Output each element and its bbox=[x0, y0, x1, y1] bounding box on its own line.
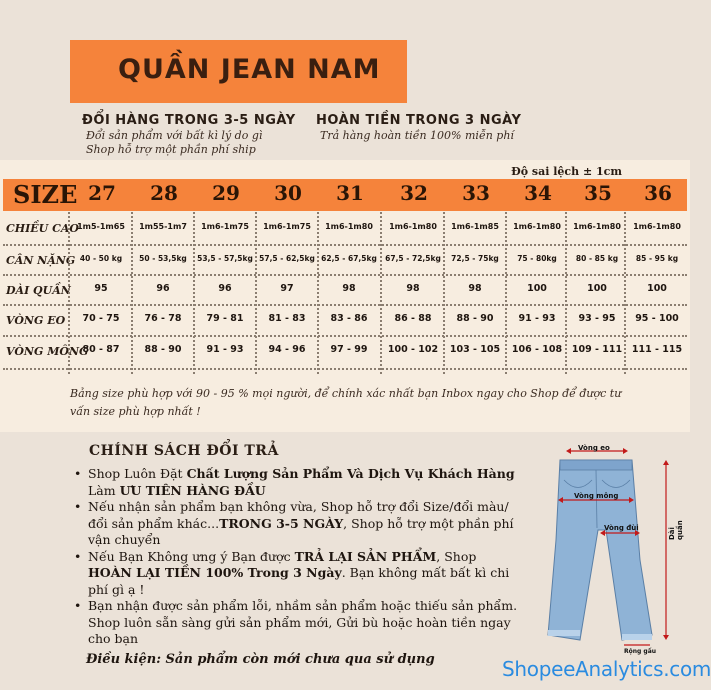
policy-text: , Shop bbox=[436, 548, 477, 564]
column-divider bbox=[255, 212, 257, 374]
row-divider bbox=[3, 368, 687, 370]
jeans-illustration bbox=[540, 440, 690, 660]
table-cell: 1m6-1m80 bbox=[573, 222, 621, 231]
table-cell: 96 bbox=[218, 283, 232, 294]
column-divider bbox=[193, 212, 195, 374]
table-cell: 88 - 90 bbox=[456, 313, 494, 324]
table-cell: 91 - 93 bbox=[518, 313, 556, 324]
column-divider bbox=[624, 212, 626, 374]
policy-bold-text: HOÀN LẠI TIỀN 100% Trong 3 Ngày bbox=[88, 565, 342, 580]
policy-text: Nếu nhận sản phẩm bạn không vừa, Shop hỗ trợ đổi Size/đổi màu/ đổi sản phẩm khác... bbox=[88, 499, 509, 531]
hip-label: Vòng mông bbox=[574, 492, 619, 500]
table-cell: 1m6-1m80 bbox=[325, 222, 373, 231]
table-cell: 50 - 53,5kg bbox=[139, 254, 187, 263]
header-section bbox=[0, 0, 690, 160]
table-cell: 88 - 90 bbox=[144, 344, 182, 355]
row-label: VÒNG EO bbox=[6, 314, 66, 327]
size-header-label: SIZE bbox=[13, 180, 78, 209]
jeans-diagram bbox=[540, 440, 690, 660]
policy-list bbox=[74, 466, 519, 648]
thigh-label: Vòng đùi bbox=[604, 524, 639, 532]
table-cell: 100 bbox=[647, 283, 667, 294]
table-cell: 57,5 - 62,5kg bbox=[259, 254, 315, 263]
table-cell: 98 bbox=[406, 283, 420, 294]
size-header-33: 33 bbox=[462, 181, 490, 205]
policy-condition: Điều kiện: Sản phẩm còn mới chưa qua sử dụng bbox=[86, 652, 435, 667]
column-divider bbox=[443, 212, 445, 374]
size-header-31: 31 bbox=[336, 181, 364, 205]
size-header-32: 32 bbox=[400, 181, 428, 205]
table-cell: 1m6-1m75 bbox=[201, 222, 249, 231]
table-cell: 96 bbox=[156, 283, 170, 294]
table-cell: 109 - 111 bbox=[571, 344, 623, 355]
row-label: CÂN NẶNG bbox=[6, 254, 76, 267]
promo-exchange bbox=[82, 113, 296, 157]
table-cell: 79 - 81 bbox=[206, 313, 244, 324]
table-cell: 98 bbox=[342, 283, 356, 294]
table-row bbox=[0, 246, 690, 276]
table-cell: 76 - 78 bbox=[144, 313, 182, 324]
page-title: QUẦN JEAN NAM bbox=[118, 54, 381, 85]
table-cell: 1m6-1m80 bbox=[389, 222, 437, 231]
table-cell: 111 - 115 bbox=[631, 344, 683, 355]
table-cell: 53,5 - 57,5kg bbox=[197, 254, 253, 263]
promo-exchange-line1: Đổi sản phẩm với bất kì lý do gì bbox=[86, 129, 263, 142]
policy-text: Làm bbox=[88, 482, 120, 498]
size-table-note-line2: vấn size phù hợp nhất ! bbox=[70, 405, 201, 418]
policy-bold-text: TRONG 3-5 NGÀY bbox=[219, 515, 344, 531]
policy-bold-text: Chất Lượng Sản Phẩm Và Dịch Vụ Khách Hàng bbox=[186, 466, 515, 481]
size-header-row bbox=[3, 179, 687, 211]
promo-refund-line1: Trả hàng hoàn tiền 100% miễn phí bbox=[320, 129, 514, 142]
row-divider bbox=[3, 304, 687, 306]
table-cell: 94 - 96 bbox=[268, 344, 306, 355]
table-cell: 80 - 87 bbox=[82, 344, 120, 355]
table-cell: 83 - 86 bbox=[330, 313, 368, 324]
column-divider bbox=[317, 212, 319, 374]
tolerance-note: Độ sai lệch ± 1cm bbox=[511, 165, 622, 178]
policy-bold-text: TRẢ LẠI SẢN PHẨM bbox=[294, 548, 437, 564]
column-divider bbox=[505, 212, 507, 374]
table-cell: 1m6-1m75 bbox=[263, 222, 311, 231]
title-banner bbox=[70, 40, 407, 103]
table-cell: 72,5 - 75kg bbox=[451, 254, 499, 263]
table-cell: 86 - 88 bbox=[394, 313, 432, 324]
policy-text: . Bạn không mất bất kì chi phí gì ạ ! bbox=[88, 565, 510, 597]
column-divider bbox=[380, 212, 382, 374]
row-label: DÀI QUẦN bbox=[6, 284, 71, 297]
size-header-30: 30 bbox=[274, 181, 302, 205]
column-divider bbox=[131, 212, 133, 374]
table-cell: 97 bbox=[280, 283, 294, 294]
waist-label: Vòng eo bbox=[578, 444, 610, 452]
promo-exchange-heading: ĐỔI HÀNG TRONG 3-5 NGÀY bbox=[82, 113, 296, 128]
table-row bbox=[0, 214, 690, 244]
table-cell: 85 - 95 kg bbox=[635, 254, 679, 263]
table-cell: 67,5 - 72,5kg bbox=[385, 254, 441, 263]
row-divider bbox=[3, 274, 687, 276]
size-header-29: 29 bbox=[212, 181, 240, 205]
row-divider bbox=[3, 244, 687, 246]
table-cell: 91 - 93 bbox=[206, 344, 244, 355]
promo-refund-heading: HOÀN TIỀN TRONG 3 NGÀY bbox=[316, 113, 522, 128]
table-cell: 100 - 102 bbox=[387, 344, 439, 355]
table-cell: 95 bbox=[94, 283, 108, 294]
policy-item bbox=[74, 466, 519, 499]
row-divider bbox=[3, 335, 687, 337]
table-cell: 100 bbox=[527, 283, 547, 294]
table-cell: 80 - 85 kg bbox=[575, 254, 619, 263]
table-cell: 1m6-1m85 bbox=[451, 222, 499, 231]
table-row bbox=[0, 337, 690, 367]
column-divider bbox=[565, 212, 567, 374]
table-cell: 75 - 80kg bbox=[517, 254, 557, 263]
table-cell: 103 - 105 bbox=[449, 344, 501, 355]
size-header-35: 35 bbox=[584, 181, 612, 205]
table-cell: 1m6-1m80 bbox=[513, 222, 561, 231]
policy-text: Nếu Bạn Không ưng ý Bạn được bbox=[88, 548, 295, 564]
table-cell: 100 bbox=[587, 283, 607, 294]
policy-item bbox=[74, 499, 519, 549]
size-header-36: 36 bbox=[644, 181, 672, 205]
table-cell: 93 - 95 bbox=[578, 313, 616, 324]
row-label: CHIỀU CAO bbox=[6, 222, 79, 235]
column-divider bbox=[68, 212, 70, 374]
policy-text: Bạn nhận được sản phẩm lỗi, nhầm sản phẩm hoặc thiếu sản phẩm. Shop luôn sẵn sàng gửi sản phẩm mới, Gửi bù hoặc hoàn tiền ngay cho bạn bbox=[88, 598, 518, 646]
table-cell: 40 - 50 kg bbox=[79, 254, 123, 263]
hem-label: Rộng gấu bbox=[624, 648, 657, 655]
promo-exchange-line2: Shop hỗ trợ một phần phí ship bbox=[86, 143, 256, 156]
policy-text: Shop Luôn Đặt bbox=[88, 466, 187, 481]
table-cell: 1m55-1m7 bbox=[139, 222, 187, 231]
policy-text: , Shop hỗ trợ một phần phí vận chuyển bbox=[88, 515, 514, 547]
policy-item bbox=[74, 598, 519, 648]
size-table-note bbox=[70, 385, 630, 421]
table-cell: 95 - 100 bbox=[635, 313, 679, 324]
table-cell: 97 - 99 bbox=[330, 344, 368, 355]
table-cell: 81 - 83 bbox=[268, 313, 306, 324]
table-cell: 106 - 108 bbox=[511, 344, 563, 355]
table-row bbox=[0, 306, 690, 336]
watermark-link[interactable]: ShopeeAnalytics.com bbox=[502, 657, 711, 681]
policy-item bbox=[74, 549, 519, 599]
policy-title: CHÍNH SÁCH ĐỔI TRẢ bbox=[89, 443, 279, 459]
table-cell: 70 - 75 bbox=[82, 313, 120, 324]
row-label: VÒNG MÔNG bbox=[6, 345, 89, 358]
table-cell: 62,5 - 67,5kg bbox=[321, 254, 377, 263]
size-header-34: 34 bbox=[524, 181, 552, 205]
table-cell: 1m6-1m80 bbox=[633, 222, 681, 231]
table-cell: 98 bbox=[468, 283, 482, 294]
policy-bold-text: ƯU TIÊN HÀNG ĐẦU bbox=[119, 482, 266, 498]
size-header-28: 28 bbox=[150, 181, 178, 205]
table-cell: 1m5-1m65 bbox=[77, 222, 125, 231]
table-row bbox=[0, 276, 690, 306]
size-table-note-line1: Bảng size phù hợp với 90 - 95 % mọi người, để chính xác nhất bạn Inbox ngay cho Shop để được tư bbox=[70, 387, 622, 400]
length-label: Dài quần bbox=[668, 520, 684, 540]
promo-refund bbox=[316, 113, 521, 143]
size-header-27: 27 bbox=[88, 181, 116, 205]
